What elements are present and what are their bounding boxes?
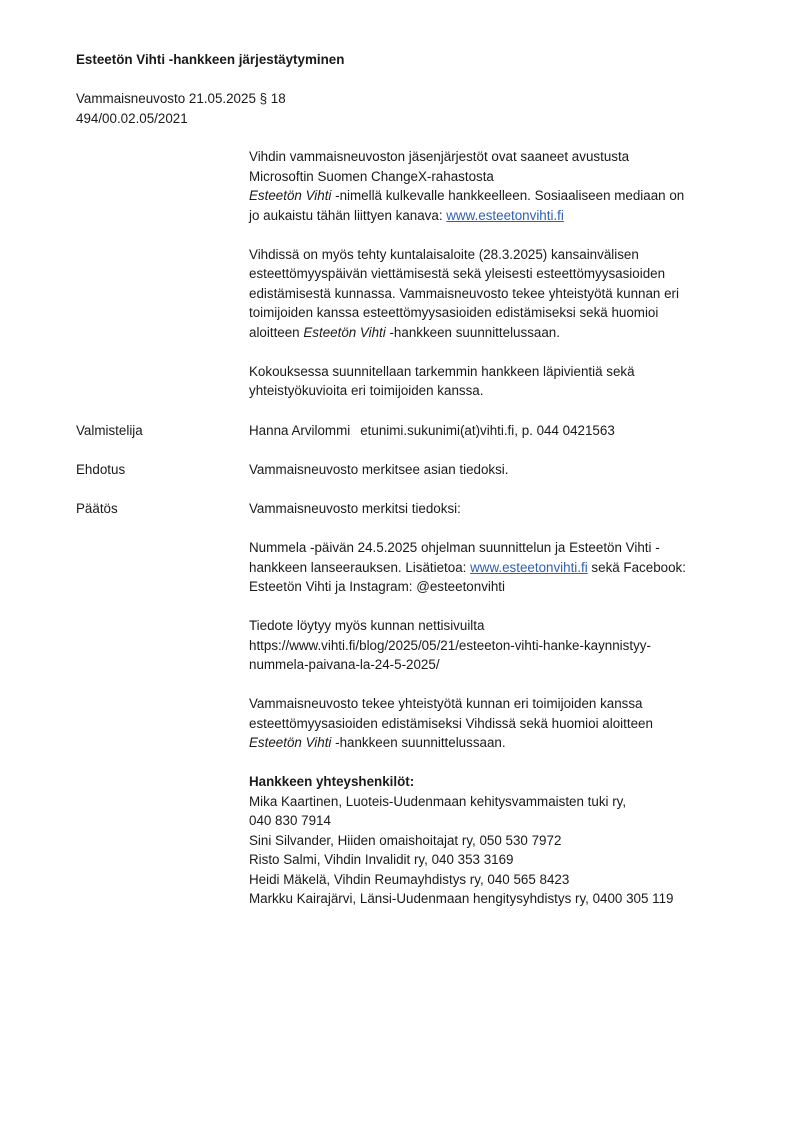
contact-line: Risto Salmi, Vihdin Invalidit ry, 040 353 3169	[249, 852, 514, 867]
text-span: jo aukaistu tähän liittyen kanava:	[249, 207, 447, 223]
text-line: Vihdin vammaisneuvoston jäsenjärjestöt ovat saaneet avustusta	[249, 149, 630, 164]
text-line	[249, 323, 739, 343]
intro-paragraph-3	[249, 362, 739, 401]
text-line: Kokouksessa suunnitellaan tarkemmin hankkeen läpivientiä sekä	[249, 363, 635, 379]
decision-section	[249, 499, 739, 909]
decision-paragraph-3	[249, 616, 739, 675]
project-name-italic: Esteetön Vihti	[249, 735, 332, 750]
text-line: Esteetön Vihti ja Instagram: @esteetonvihti	[249, 579, 506, 594]
contact-line: Heidi Mäkelä, Vihdin Reumayhdistys ry, 040 565 8423	[249, 871, 570, 887]
intro-paragraph-1	[249, 147, 739, 225]
decision-paragraph-1: Vammaisneuvosto merkitsi tiedoksi:	[249, 501, 461, 516]
preparer-value	[249, 421, 739, 441]
contacts-heading: Hankkeen yhteyshenkilöt:	[249, 774, 415, 789]
text-line: esteettömyysasioiden edistämiseksi Vihdissä sekä huomioi aloitteen	[249, 715, 653, 731]
text-line: edistämisestä kunnassa. Vammaisneuvosto tekee yhteistyötä kunnan eri	[249, 285, 679, 301]
text-line	[249, 558, 739, 578]
contact-line: 040 830 7914	[249, 813, 331, 828]
preparer-name: Hanna Arvilommi	[249, 423, 351, 438]
contact-line: Markku Kairajärvi, Länsi-Uudenmaan hengitysyhdistys ry, 0400 305 119	[249, 891, 674, 906]
text-line	[249, 186, 739, 206]
decision-paragraph-2	[249, 538, 739, 597]
proposal-text: Vammaisneuvosto merkitsee asian tiedoksi.	[249, 462, 509, 477]
text-span: -nimellä kulkevalle hankkeelleen. Sosiaaliseen mediaan on	[331, 188, 685, 203]
text-span: -hankkeen suunnittelussaan.	[331, 735, 506, 750]
text-line: Nummela -päivän 24.5.2025 ohjelman suunnittelun ja Esteetön Vihti -	[249, 540, 660, 555]
decision-paragraph-4	[249, 694, 739, 753]
meeting-line: Vammaisneuvosto 21.05.2025 § 18	[76, 91, 286, 106]
text-line: Vammaisneuvosto tekee yhteistyötä kunnan eri toimijoiden kanssa	[249, 696, 643, 711]
website-link[interactable]: www.esteetonvihti.fi	[470, 559, 588, 575]
intro-section	[249, 147, 739, 401]
text-span: aloitteen	[249, 324, 304, 340]
text-line	[249, 733, 739, 753]
text-line: toimijoiden kanssa esteettömyysasioiden edistämiseksi sekä huomioi	[249, 305, 659, 320]
text-line: Vihdissä on myös tehty kuntalaisaloite (28.3.2025) kansainvälisen	[249, 246, 639, 262]
text-line: esteettömyyspäivän viettämisestä sekä yleisesti esteettömyysasioiden	[249, 266, 666, 281]
record-number: 494/00.02.05/2021	[76, 110, 188, 126]
contacts-block	[249, 772, 739, 909]
text-line: yhteistyökuvioita eri toimijoiden kanssa.	[249, 383, 484, 398]
document-title: Esteetön Vihti -hankkeen järjestäytyminen	[76, 52, 345, 67]
project-name-italic: Esteetön Vihti	[249, 188, 332, 203]
decision-label: Päätös	[76, 501, 118, 516]
text-span: -hankkeen suunnittelussaan.	[385, 324, 560, 340]
text-span: sekä Facebook:	[587, 559, 686, 575]
text-line	[249, 206, 739, 226]
text-line: Microsoftin Suomen ChangeX-rahastosta	[249, 168, 494, 184]
url-line: nummela-paivana-la-24-5-2025/	[249, 657, 440, 672]
preparer-label: Valmistelija	[76, 423, 143, 438]
intro-paragraph-2	[249, 245, 739, 343]
preparer-contact: etunimi.sukunimi(at)vihti.fi, p. 044 0421563	[360, 423, 615, 438]
text-line: Tiedote löytyy myös kunnan nettisivuilta	[249, 618, 485, 633]
project-name-italic: Esteetön Vihti	[303, 324, 386, 340]
text-span: hankkeen lanseerauksen. Lisätietoa:	[249, 559, 471, 575]
contact-line: Sini Silvander, Hiiden omaishoitajat ry, 050 530 7972	[249, 832, 562, 848]
contact-line: Mika Kaartinen, Luoteis-Uudenmaan kehitysvammaisten tuki ry,	[249, 793, 627, 809]
website-link[interactable]: www.esteetonvihti.fi	[446, 207, 564, 223]
url-line: https://www.vihti.fi/blog/2025/05/21/esteeton-vihti-hanke-kaynnistyy-	[249, 637, 651, 653]
meeting-reference	[76, 89, 286, 128]
proposal-label: Ehdotus	[76, 462, 126, 477]
